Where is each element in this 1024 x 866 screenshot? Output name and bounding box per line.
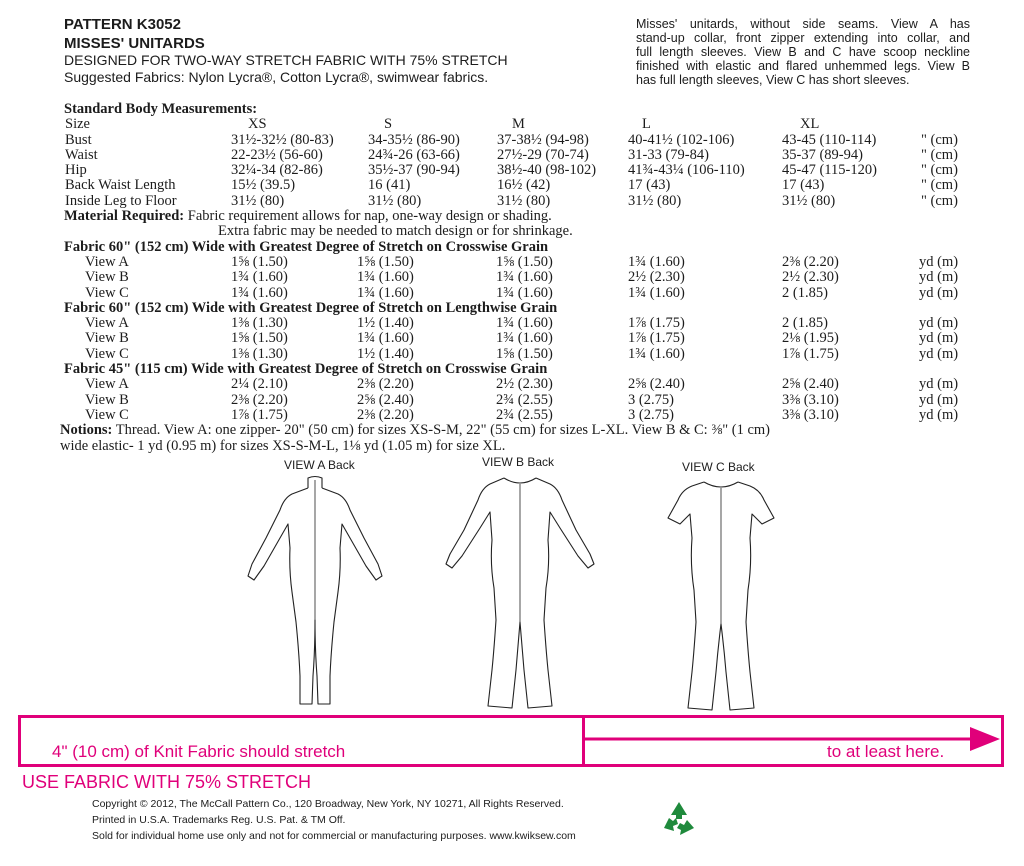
- stretch-right-text: to at least here.: [827, 742, 945, 761]
- section-title: Fabric 45" (115 cm) Wide with Greatest Degree of Stretch on Crosswise Grain: [64, 361, 548, 378]
- recycle-icon: [660, 800, 698, 838]
- description-line: finished with elastic and flared unhemmed legs. View B: [636, 59, 970, 73]
- yardage-row: [64, 316, 1004, 331]
- arrow-head: [970, 727, 1000, 751]
- description-line: full length sleeves. View B and C have scoop neckline: [636, 45, 970, 59]
- view-a-label: VIEW A Back: [284, 458, 355, 472]
- unit: " (cm): [921, 192, 958, 209]
- cell: 1¾ (1.60): [496, 284, 553, 301]
- material-row: [64, 224, 1004, 239]
- measurement-row: [64, 148, 1004, 163]
- unit: yd (m): [919, 330, 959, 347]
- footer-sold: Sold for individual home use only and not for commercial or manufacturing purposes. www.kwiksew.com: [92, 830, 576, 842]
- cell: 2 (1.85): [782, 315, 828, 332]
- cell: 31½ (80): [497, 192, 551, 209]
- yardage-row: [64, 347, 1004, 362]
- view-label: View A: [85, 376, 129, 393]
- unit: yd (m): [919, 345, 959, 362]
- cell: 1½ (1.40): [357, 315, 414, 332]
- material-text: Extra fabric may be needed to match design or for shrinkage.: [218, 223, 573, 240]
- view-b-label: VIEW B Back: [482, 455, 555, 469]
- unit: " (cm): [921, 177, 958, 194]
- cell: 2½ (2.30): [782, 269, 839, 286]
- cell: 1¾ (1.60): [628, 253, 685, 270]
- cell: 2⅜ (2.20): [782, 253, 839, 270]
- measurement-table: [60, 101, 1004, 454]
- yardage-row: [64, 408, 1004, 423]
- material-block: [64, 209, 552, 224]
- cell: 22-23½ (56-60): [231, 146, 323, 163]
- cell: 1¾ (1.60): [496, 269, 553, 286]
- notions-text: wide elastic- 1 yd (0.95 m) for sizes XS-S-M-L, 1⅛ yd (1.05 m) for size XL.: [60, 437, 506, 454]
- cell: 1⅝ (1.50): [357, 253, 414, 270]
- yardage-row: [64, 377, 1004, 392]
- cell: 2⅜ (2.20): [357, 376, 414, 393]
- recycle-arrow: [664, 818, 678, 831]
- cell: 1⅜ (1.30): [231, 315, 288, 332]
- description-line: stand-up collar, front zipper extending into collar, and: [636, 31, 970, 45]
- cell: 1⅞ (1.75): [628, 315, 685, 332]
- fabric-section-title: [64, 240, 1004, 255]
- description-line: Misses' unitards, without side seams. View A has: [636, 17, 970, 31]
- cell: 1⅞ (1.75): [231, 406, 288, 423]
- recycle-arrow: [677, 820, 694, 835]
- cell: 2⅛ (1.95): [782, 330, 839, 347]
- cell: 1⅝ (1.50): [496, 253, 553, 270]
- size-m: M: [512, 116, 525, 133]
- view-c-label: VIEW C Back: [682, 460, 755, 474]
- cell: 38½-40 (98-102): [497, 162, 597, 179]
- cell: 1¾ (1.60): [628, 284, 685, 301]
- cell: 2¾ (2.55): [496, 391, 553, 408]
- cell: 37-38½ (94-98): [497, 131, 589, 148]
- cell: 1⅜ (1.30): [231, 345, 288, 362]
- unit: yd (m): [919, 376, 959, 393]
- cell: 1¾ (1.60): [357, 269, 414, 286]
- yardage-row: [64, 286, 1004, 301]
- cell: 1¾ (1.60): [231, 284, 288, 301]
- view-label: View A: [85, 315, 129, 332]
- scoop-neckline: [704, 482, 738, 487]
- cell: 1¾ (1.60): [357, 330, 414, 347]
- section-title: Fabric 60" (152 cm) Wide with Greatest Degree of Stretch on Lengthwise Grain: [64, 299, 558, 316]
- cell: 1¾ (1.60): [628, 345, 685, 362]
- cell: 16 (41): [368, 177, 411, 194]
- cell: 1¾ (1.60): [496, 330, 553, 347]
- notions-block: [60, 423, 770, 438]
- cell: 35½-37 (90-94): [368, 162, 460, 179]
- cell: 17 (43): [628, 177, 671, 194]
- notions-label: Notions:: [60, 422, 113, 439]
- cell: 31½ (80): [782, 192, 836, 209]
- cell: 1¾ (1.60): [231, 269, 288, 286]
- cell: 31½ (80): [368, 192, 422, 209]
- use-fabric-text: USE FABRIC WITH 75% STRETCH: [22, 772, 312, 792]
- material-text: Fabric requirement allows for nap, one-way design or shading.: [187, 208, 552, 225]
- footer-copyright: Copyright © 2012, The McCall Pattern Co., 120 Broadway, New York, NY 10271, All Rights Reserved.: [92, 798, 564, 810]
- cell: 3⅜ (3.10): [782, 406, 839, 423]
- cell: 1⅝ (1.50): [496, 345, 553, 362]
- size-xs: XS: [248, 116, 267, 133]
- cell: 43-45 (110-114): [782, 131, 877, 148]
- view-label: View C: [85, 284, 129, 301]
- notions-row: [60, 437, 1004, 454]
- unit: yd (m): [919, 284, 959, 301]
- description: [636, 17, 970, 87]
- cell: 41¾-43¼ (106-110): [628, 162, 745, 179]
- cell: 32¼-34 (82-86): [231, 162, 323, 179]
- cell: 2⅝ (2.40): [357, 391, 414, 408]
- description-line: has full length sleeves, View C has short sleeves.: [636, 73, 910, 87]
- scoop-neckline: [504, 478, 536, 483]
- view-label: View B: [85, 269, 129, 286]
- unit: yd (m): [919, 391, 959, 408]
- cell: 40-41½ (102-106): [628, 131, 735, 148]
- cell: 3 (2.75): [628, 406, 674, 423]
- unit: yd (m): [919, 315, 959, 332]
- view-label: View A: [85, 253, 129, 270]
- measurement-row: [64, 178, 1004, 193]
- cell: 3⅜ (3.10): [782, 391, 839, 408]
- pattern-number: PATTERN K3052: [64, 16, 181, 33]
- view-label: View B: [85, 330, 129, 347]
- cell: 35-37 (89-94): [782, 146, 863, 163]
- cell: 27½-29 (70-74): [497, 146, 589, 163]
- yardage-row: [64, 331, 1004, 346]
- cell: 2½ (2.30): [496, 376, 553, 393]
- cell: 1⅝ (1.50): [231, 330, 288, 347]
- stretch-left-text: 4" (10 cm) of Knit Fabric should stretch: [52, 742, 346, 761]
- size-row: [64, 117, 1004, 132]
- row-label: Waist: [65, 146, 98, 163]
- cell: 1¾ (1.60): [357, 284, 414, 301]
- view-label: View C: [85, 406, 129, 423]
- cell: 2 (1.85): [782, 284, 828, 301]
- unit: " (cm): [921, 146, 958, 163]
- cell: 2⅜ (2.20): [357, 406, 414, 423]
- cell: 2⅜ (2.20): [231, 391, 288, 408]
- cell: 34-35½ (86-90): [368, 131, 460, 148]
- measurement-title: Standard Body Measurements:: [64, 101, 258, 117]
- view-c-illustration: [646, 474, 796, 714]
- notions-text: Thread. View A: one zipper- 20" (50 cm) for sizes XS-S-M, 22" (55 cm) for sizes L-XL. View B & C: ⅜" (1 cm): [115, 422, 771, 439]
- recycle-arrow: [671, 802, 687, 819]
- cell: 2¾ (2.55): [496, 406, 553, 423]
- view-label: View B: [85, 391, 129, 408]
- row-label: Bust: [65, 131, 92, 148]
- size-label: Size: [65, 116, 90, 133]
- size-xl: XL: [800, 116, 820, 133]
- measurement-row: [64, 163, 1004, 178]
- cell: 31-33 (79-84): [628, 146, 709, 163]
- view-b-illustration: [440, 470, 600, 712]
- cell: 2¼ (2.10): [231, 376, 288, 393]
- cell: 17 (43): [782, 177, 825, 194]
- fabric-section-title: [64, 362, 1004, 377]
- cell: 45-47 (115-120): [782, 162, 877, 179]
- measurement-title-row: [64, 102, 1004, 117]
- measurement-row: [64, 194, 1004, 209]
- row-label: Hip: [65, 162, 87, 179]
- unit: " (cm): [921, 162, 958, 179]
- designed-for: DESIGNED FOR TWO-WAY STRETCH FABRIC WITH 75% STRETCH: [64, 52, 508, 68]
- cell: 2⅝ (2.40): [782, 376, 839, 393]
- cell: 24¾-26 (63-66): [368, 146, 460, 163]
- cell: 1⅞ (1.75): [782, 345, 839, 362]
- cell: 1¾ (1.60): [496, 315, 553, 332]
- cell: 2½ (2.30): [628, 269, 685, 286]
- unit: yd (m): [919, 406, 959, 423]
- row-label: Inside Leg to Floor: [65, 192, 177, 209]
- cell: 31½ (80): [628, 192, 682, 209]
- cell: 1⅞ (1.75): [628, 330, 685, 347]
- cell: 3 (2.75): [628, 391, 674, 408]
- cell: 15½ (39.5): [231, 177, 296, 194]
- yardage-row: [64, 255, 1004, 270]
- row-label: Back Waist Length: [65, 177, 176, 194]
- yardage-row: [64, 393, 1004, 408]
- size-s: S: [384, 116, 393, 133]
- cell: 1½ (1.40): [357, 345, 414, 362]
- material-row: [64, 209, 1004, 224]
- unit: yd (m): [919, 253, 959, 270]
- unit: yd (m): [919, 269, 959, 286]
- footer-printed: Printed in U.S.A. Trademarks Reg. U.S. Pat. & TM Off.: [92, 814, 346, 826]
- measurement-row: [64, 133, 1004, 148]
- cell: 31½ (80): [231, 192, 285, 209]
- cell: 1⅝ (1.50): [231, 253, 288, 270]
- fabric-section-title: [64, 301, 1004, 316]
- yardage-row: [64, 270, 1004, 285]
- unit: " (cm): [921, 131, 958, 148]
- pattern-name: MISSES' UNITARDS: [64, 35, 205, 52]
- view-label: View C: [85, 345, 129, 362]
- size-l: L: [642, 116, 651, 133]
- view-a-illustration: [240, 472, 390, 712]
- cell: 16½ (42): [497, 177, 551, 194]
- cell: 2⅝ (2.40): [628, 376, 685, 393]
- material-label: Material Required:: [64, 208, 185, 225]
- section-title: Fabric 60" (152 cm) Wide with Greatest Degree of Stretch on Crosswise Grain: [64, 238, 549, 255]
- cell: 31½-32½ (80-83): [231, 131, 334, 148]
- notions-row: [60, 422, 1004, 439]
- suggested-fabrics: Suggested Fabrics: Nylon Lycra®, Cotton Lycra®, swimwear fabrics.: [64, 69, 489, 85]
